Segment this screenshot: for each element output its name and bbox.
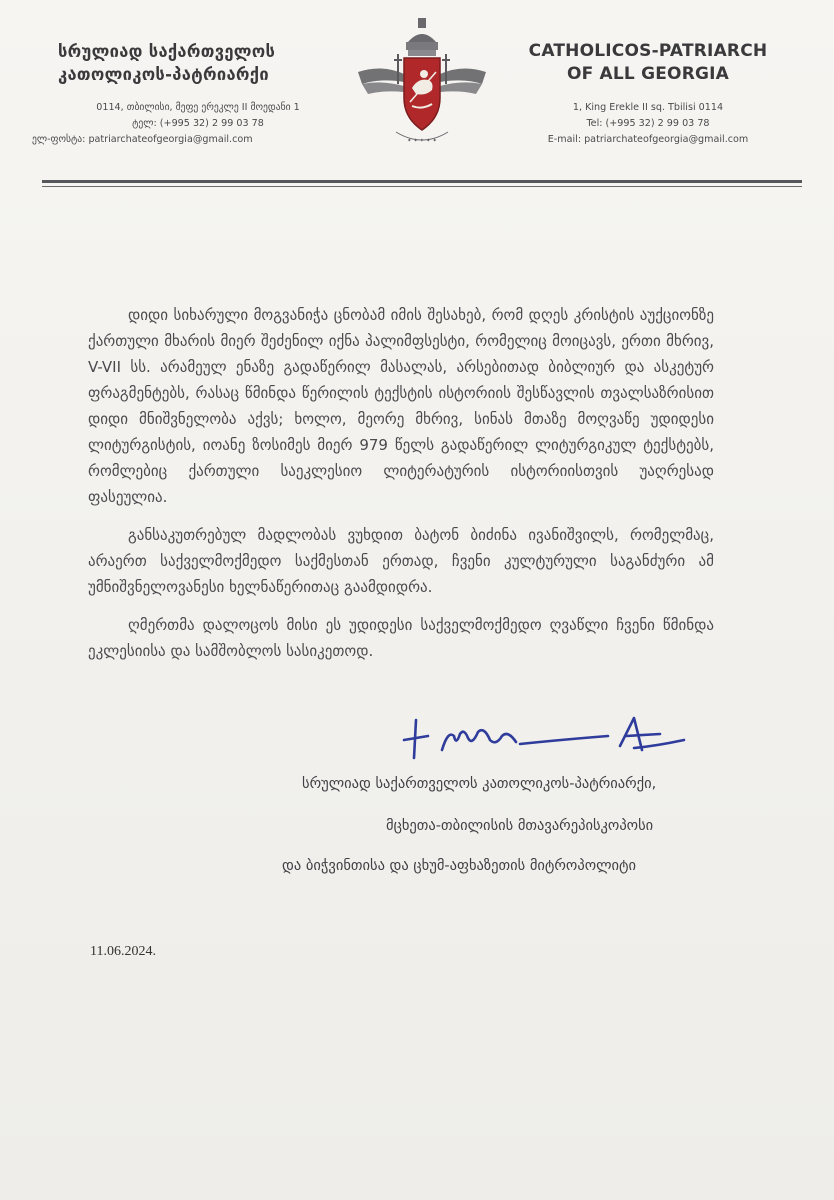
georgian-contact <box>32 100 338 148</box>
georgian-phone: ტელ: (+995 32) 2 99 03 78 <box>132 118 264 129</box>
patriarchate-emblem-icon <box>352 14 492 154</box>
paragraph-2: განსაკუთრებულ მადლობას ვუხდით ბატონ ბიძინა ივანიშვილს, რომელმაც, არაერთ საქველმოქმედო საქმესთან ერთად, ჩვენი კულტურული საგანძური ამ უმნიშვნელოვანესი ხელნაწერითაც გაამდიდრა. <box>88 526 714 596</box>
header-divider-thick <box>42 180 802 183</box>
signature-line-2: მცხეთა-თბილისის მთავარეპისკოპოსი <box>386 818 654 834</box>
letterhead-georgian <box>32 40 338 148</box>
georgian-address: 0114, თბილისი, მეფე ერეკლე II მოედანი 1 <box>96 102 300 113</box>
georgian-title-line-2: კათოლიკოს-პატრიარქი <box>58 65 269 84</box>
english-address: 1, King Erekle II sq. Tbilisi 0114 <box>572 102 724 113</box>
georgian-title-line-1: სრულიად საქართველოს <box>58 42 276 61</box>
letter-body <box>88 302 714 676</box>
svg-text:✦ ✦ ✦ ✦ ✦: ✦ ✦ ✦ ✦ ✦ <box>406 138 438 144</box>
signature-line-1: სრულიად საქართველოს კათოლიკოს-პატრიარქი, <box>302 776 657 792</box>
paragraph-3: ღმერთმა დალოცოს მისი ეს უდიდესი საქველმოქმედო ღვაწლი ჩვენი წმინდა ეკლესიისა და სამშობლოს სასიკეთოდ. <box>88 616 714 660</box>
georgian-email: ელ-ფოსტა: patriarchateofgeorgia@gmail.com <box>32 134 253 145</box>
english-title-line-1: CATHOLICOS-PATRIARCH <box>528 41 768 61</box>
english-phone: Tel: (+995 32) 2 99 03 78 <box>586 118 710 129</box>
handwritten-signature-icon <box>398 706 698 766</box>
letterhead-english <box>498 40 798 148</box>
signature-line-3: და ბიჭვინთისა და ცხუმ-აფხაზეთის მიტროპოლიტი <box>282 858 637 874</box>
letter-date: 11.06.2024. <box>90 944 156 959</box>
header-divider-thin <box>42 186 802 187</box>
english-email: E-mail: patriarchateofgeorgia@gmail.com <box>547 134 749 145</box>
paragraph-1: დიდი სიხარული მოგვანიჭა ცნობამ იმის შესახებ, რომ დღეს კრისტის აუქციონზე ქართული მხარის მიერ შეძენილ იქნა პალიმფსესტი, რომელიც მოიცავს, ერთი მხრივ, V-VII სს. არამეულ ენაზე გადაწერილ მასალას, არსებითად ბიბლიურ და ასკეტურ ფრაგმენტებს, რასაც წმინდა წერილის ტექსტის ისტორიის შესწავლის თვალსაზრისით დიდი მნიშვნელობა აქვს; ხოლო, მეორე მხრივ, სინას მთაზე მოღვაწე უდიდესი ლიტურგისტის, იოანე ზოსიმეს მიერ 979 წელს გადაწერილ ლიტურგიკულ ტექსტებს, რომლებიც ქართული საეკლესიო ლიტერატურის ისტორიისთვის უაღრესად ფასეულია. <box>88 306 714 506</box>
english-contact <box>498 100 798 148</box>
english-title-line-2: OF ALL GEORGIA <box>566 64 730 84</box>
